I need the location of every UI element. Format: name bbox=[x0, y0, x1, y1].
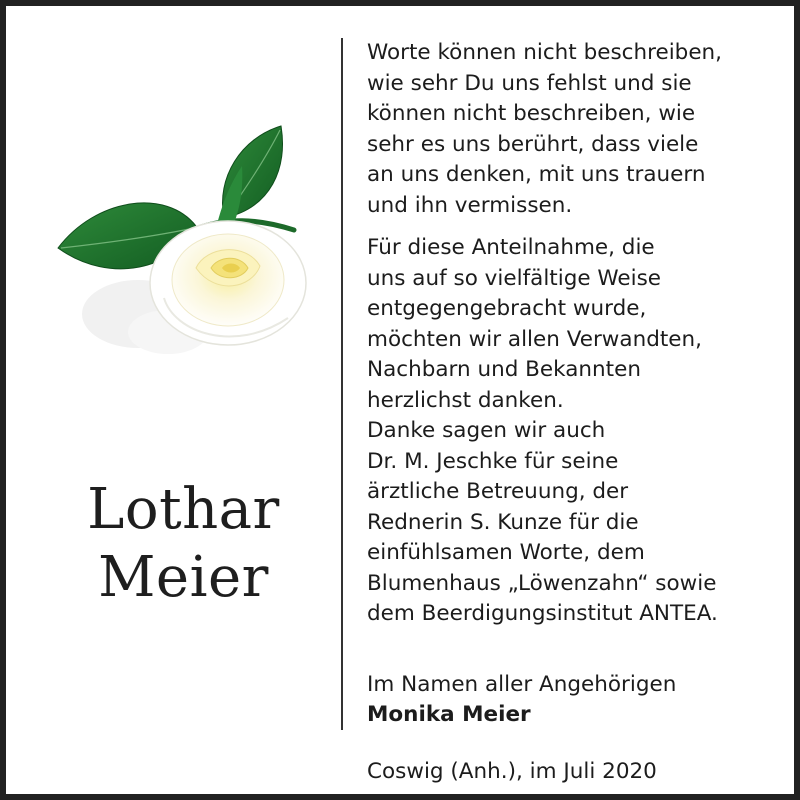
text-line: können nicht beschreiben, wie bbox=[367, 101, 696, 126]
text-line: Rednerin S. Kunze für die bbox=[367, 509, 639, 535]
white-rose-icon bbox=[56, 118, 316, 378]
obituary-text bbox=[367, 38, 787, 787]
text-line: wie sehr Du uns fehlst und sie bbox=[367, 70, 692, 96]
first-name: Lothar bbox=[87, 477, 280, 542]
text-line: uns auf so vielfältige Weise bbox=[367, 265, 662, 291]
text-line: Danke sagen wir auch bbox=[367, 418, 606, 443]
text-line: ärztliche Betreuung, der bbox=[367, 479, 629, 504]
text-line: Worte können nicht beschreiben, bbox=[367, 40, 723, 65]
text-line: und ihn vermissen. bbox=[367, 192, 573, 218]
text-line: Nachbarn und Bekannten bbox=[367, 357, 641, 382]
vertical-divider bbox=[341, 38, 343, 730]
signature-intro: Im Namen aller Angehörigen bbox=[367, 671, 677, 697]
place-date: Coswig (Anh.), im Juli 2020 bbox=[367, 758, 657, 784]
text-line: einfühlsamen Worte, dem bbox=[367, 540, 645, 565]
text-line: möchten wir allen Verwandten, bbox=[367, 326, 702, 352]
text-line: sehr es uns berührt, dass viele bbox=[367, 131, 699, 157]
text-line: Für diese Anteilnahme, die bbox=[367, 235, 655, 260]
deceased-name bbox=[46, 476, 321, 612]
text-line: herzlichst danken. bbox=[367, 387, 564, 413]
last-name: Meier bbox=[98, 545, 269, 610]
text-line: Blumenhaus „Löwenzahn“ sowie bbox=[367, 570, 717, 596]
text-line: entgegengebracht wurde, bbox=[367, 296, 647, 321]
text-line: dem Beerdigungsinstitut ANTEA. bbox=[367, 601, 718, 626]
text-line: Dr. M. Jeschke für seine bbox=[367, 448, 619, 474]
text-line: an uns denken, mit uns trauern bbox=[367, 162, 706, 187]
signature-name: Monika Meier bbox=[367, 702, 531, 727]
